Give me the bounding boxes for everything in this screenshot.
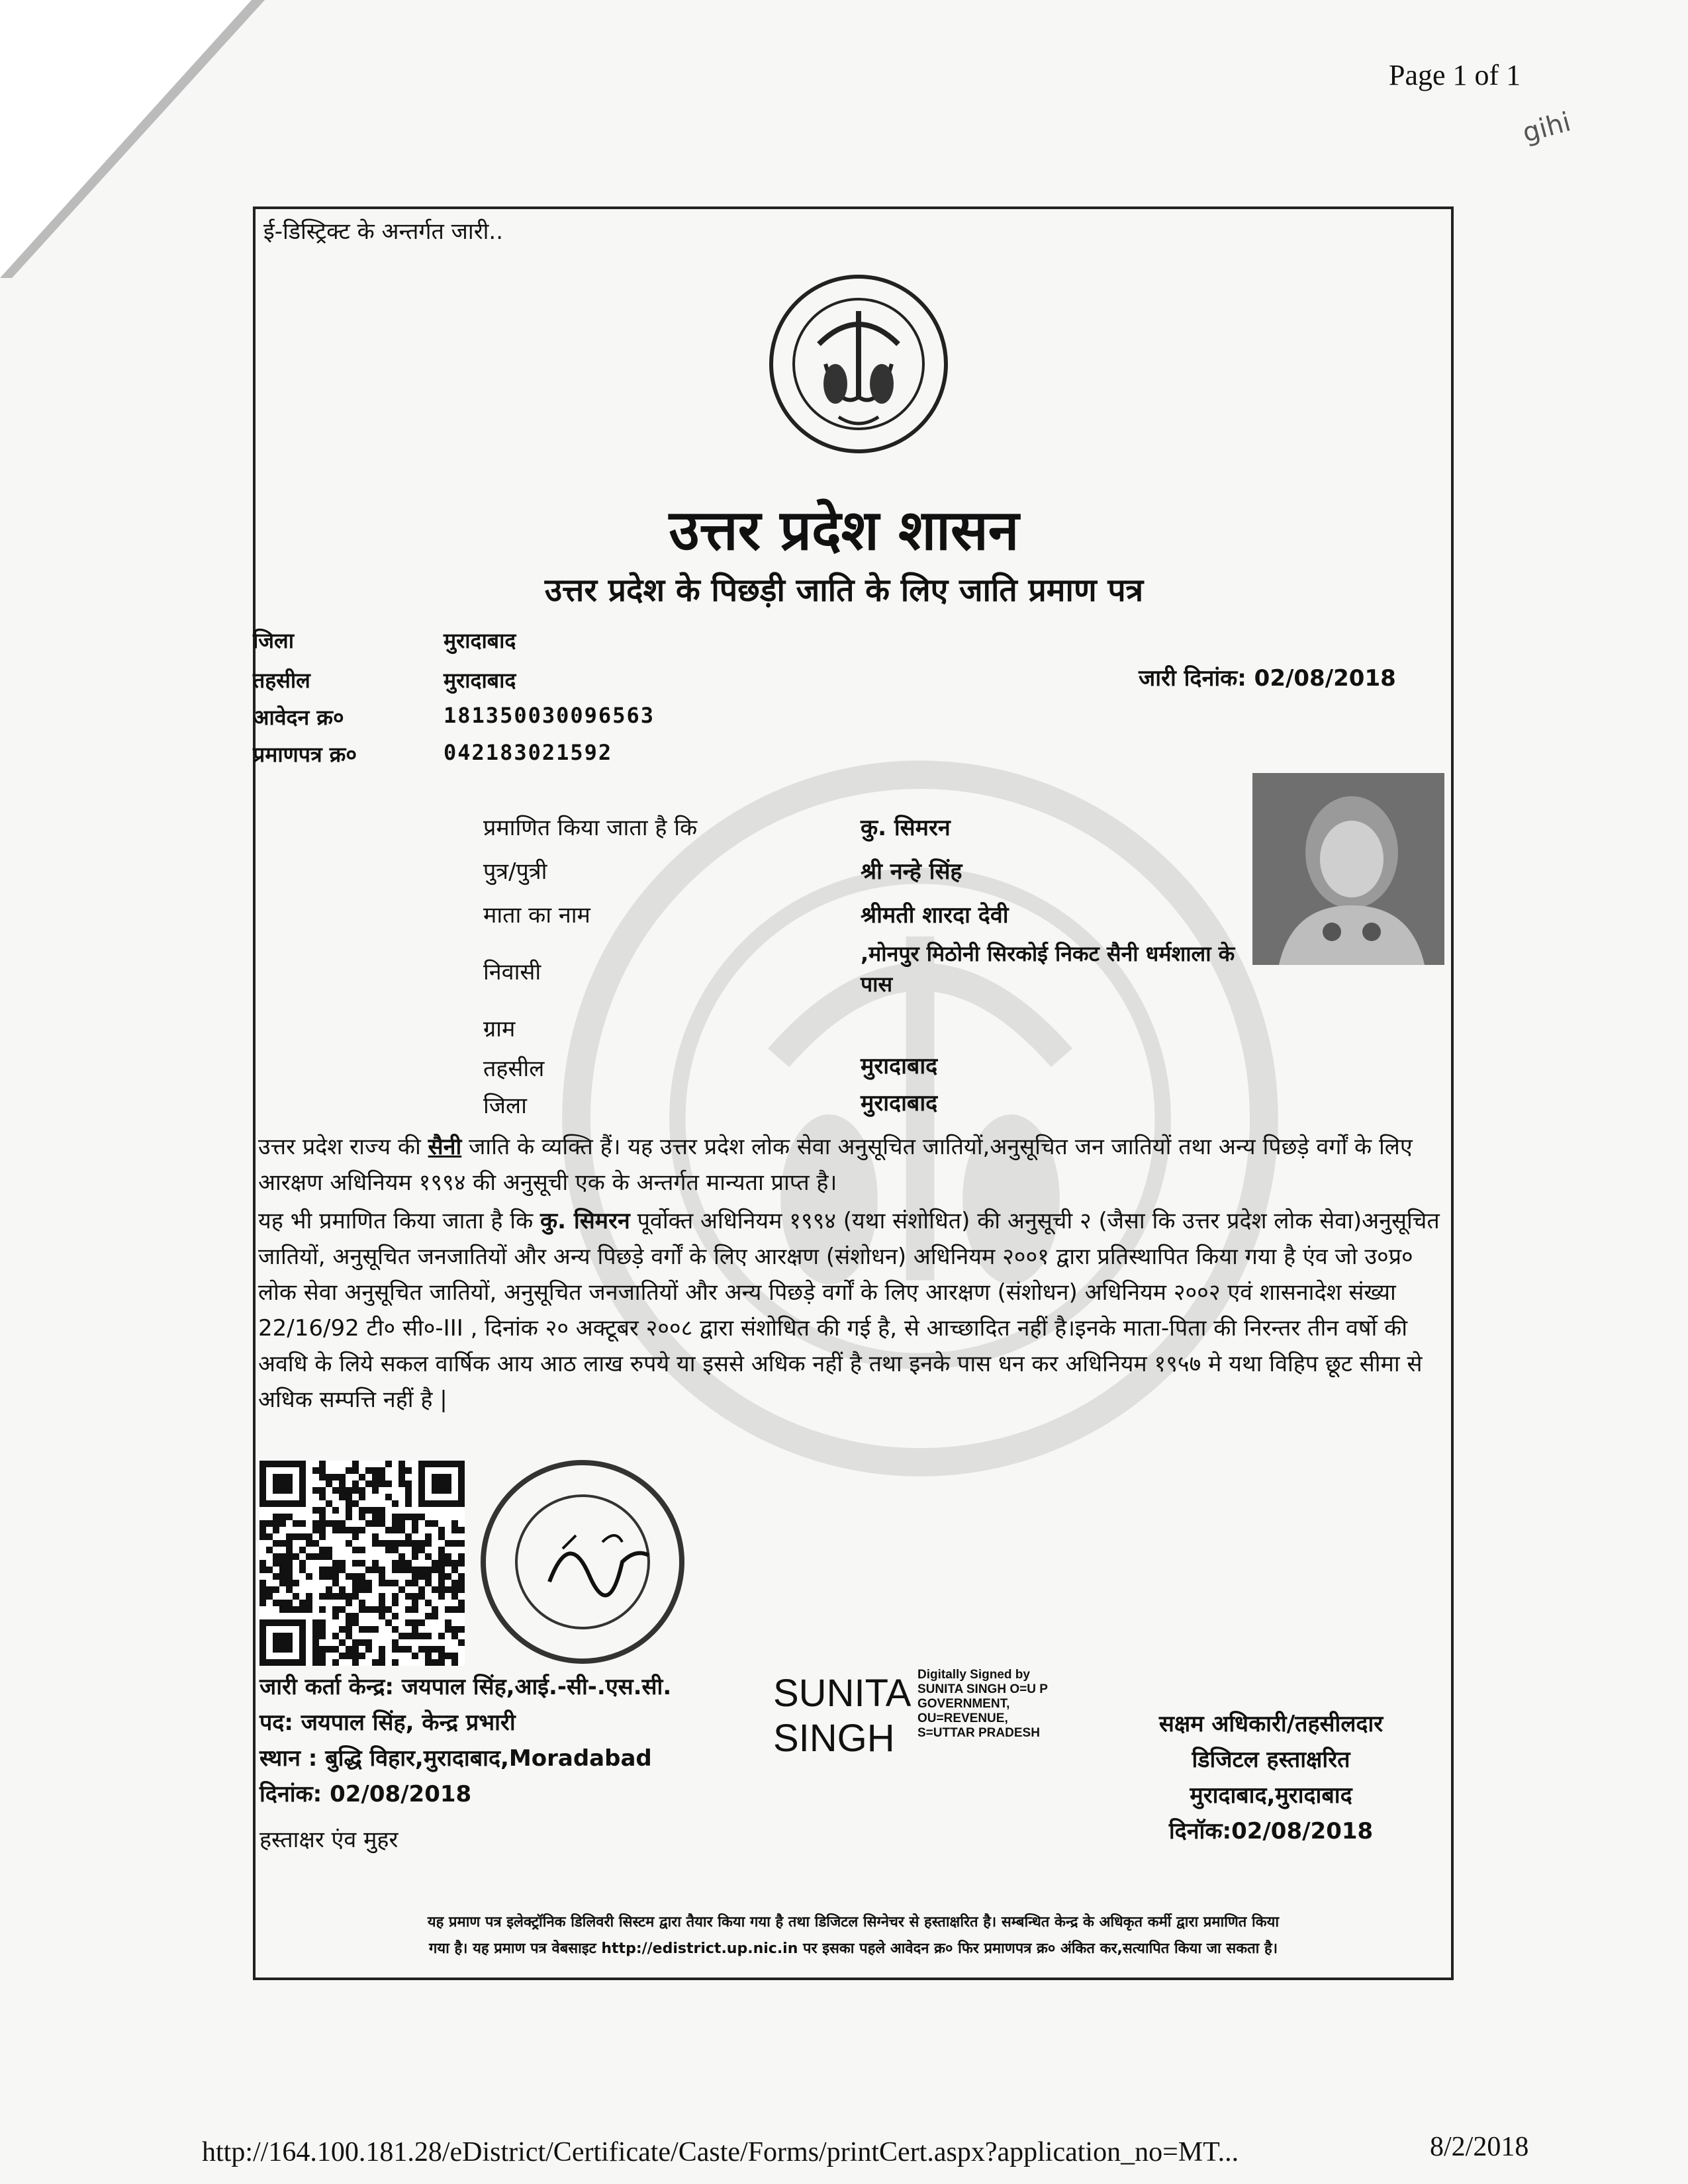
competent-officer: सक्षम अधिकारी/तहसीलदार [1158,1711,1383,1737]
issuer-place: स्थान : बुद्धि विहार,मुरादाबाद,Moradabad [259,1745,652,1772]
dsig-line: SUNITA SINGH O=U P [917,1682,1048,1696]
para1-after: जाति के व्यक्ति हैं। यह उत्तर प्रदेश लोक सेवा अनुसूचित जातियों,अनुसूचित जन जातियों तथा अन्य पिछड़े वर्गों के लिए आरक्षण अधिनियम १९९४ की अनुसूची एक के अन्तर्गत मान्यता प्राप्त है। [258,1134,1413,1196]
para1-before: उत्तर प्रदेश राज्य की [258,1134,428,1160]
mother-name-value: श्रीमती शारदा देवी [861,902,1009,929]
dsig-line: S=UTTAR PRADESH [917,1726,1040,1740]
caste-name: सैनी [428,1134,462,1160]
footer-line: यह प्रमाण पत्र इलेक्ट्रॉनिक डिलिवरी सिस्टम द्वारा तैयार किया गया है तथा डिजिटल सिग्नेचर से हस्ताक्षरित है। सम्बन्धित केन्द्र के अधिकृत कर्मी द्वारा प्रमाणित किया [427,1914,1280,1931]
person-tehsil-value: मुरादाबाद [861,1053,938,1079]
person-tehsil-label: तहसील [483,1056,545,1082]
applicant-photo [1252,773,1444,965]
digitally-signed-label: डिजिटल हस्ताक्षरित [1192,1747,1350,1773]
verification-footer [259,1909,1447,1962]
income-statement-paragraph [258,1203,1443,1418]
office-stamp [450,1449,715,1674]
digital-signature-details [917,1668,1096,1741]
issuer-designation: पद: जयपाल सिंह, केन्द्र प्रभारी [259,1709,516,1736]
certificate-number-label: प्रमाणपत्र क्र० [253,742,357,767]
signature-and-seal-label: हस्ताक्षर एंव मुहर [259,1827,399,1853]
issuing-centre: जारी कर्ता केन्द्र: जयपाल सिंह,आई.-सी-.एस.सी. [259,1674,672,1700]
certificate-number-value: 042183021592 [444,740,613,765]
dsig-line: Digitally Signed by [917,1668,1030,1682]
applicant-name-value: कु. सिमरन [861,815,951,841]
issue-date: जारी दिनांक: 02/08/2018 [1139,665,1396,692]
person-district-value: मुरादाबाद [861,1090,938,1116]
footer-line: गया है। यह प्रमाण पत्र वेबसाइट http://edistrict.up.nic.in पर इसका पहले आवेदन क्र० फिर प्रमाणपत्र क्र० अंकित कर,सत्यापित किया जा सकता है। [428,1940,1278,1957]
print-date: 8/2/2018 [1430,2132,1529,2162]
resident-label: निवासी [483,959,541,985]
folded-corner [0,0,278,278]
page-number: Page 1 of 1 [1389,59,1521,91]
resident-address-value: ,मोनपुर मिठोनी सिरकोई निकट सैनी धर्मशाला के पास [861,941,1235,997]
qr-code [259,1461,465,1666]
tehsil-value: मुरादाबाद [444,668,516,693]
dsig-line: OU=REVENUE, [917,1711,1008,1725]
issued-under-note: ई-डिस्ट्रिक्ट के अन्तर्गत जारी.. [263,218,504,245]
person-district-label: जिला [483,1093,527,1119]
officer-location: मुरादाबाद,मुरादाबाद [1190,1782,1352,1809]
certificate-subtitle: उत्तर प्रदेश के पिछड़ी जाति के लिए जाति प्रमाण पत्र [544,572,1144,609]
father-name-value: श्री नन्हे सिंह [861,858,962,885]
handwritten-scribble: gihi [1519,107,1574,149]
para2-before: यह भी प्रमाणित किया जाता है कि [258,1208,541,1234]
application-number-label: आवेदन क्र० [253,705,344,730]
caste-statement-paragraph [258,1129,1443,1201]
up-state-emblem [739,265,978,463]
certificate-title: उत्तर प्रदेश शासन [669,498,1019,563]
district-value: मुरादाबाद [444,628,516,653]
son-daughter-of-label: पुत्र/पुत्री [483,858,547,885]
district-label: जिला [253,628,295,653]
print-url: http://164.100.181.28/eDistrict/Certificate/Caste/Forms/printCert.aspx?application_no=MT... [202,2137,1239,2167]
application-number-value: 181350030096563 [444,703,655,728]
village-label: ग्राम [483,1016,516,1042]
para2-applicant-name: कु. सिमरन [540,1208,630,1234]
digital-signer-name [773,1671,911,1761]
certified-that-label: प्रमाणित किया जाता है कि [483,815,698,841]
tehsil-label: तहसील [253,668,310,693]
dsig-line: GOVERNMENT, [917,1697,1010,1711]
mother-name-label: माता का नाम [483,902,590,929]
para2-after: पूर्वोक्त अधिनियम १९९४ (यथा संशोधित) की अनुसूची २ (जैसा कि उत्तर प्रदेश लोक सेवा)अनुसूचित जातियों, अनुसूचित जनजातियों और अन्य पिछड़े वर्गों के लिए आरक्षण (संशोधन) अधिनियम २००१ द्वारा प्रतिस्थापित किया गया है एंव जो उ०प्र० लोक सेवा अनुसूचित जातियों, अनुसूचित जनजातियों और अन्य पिछड़े वर्गों के लिए आरक्षण (संशोधन) अधिनियम २००२ एवं शासनादेश संख्या 22/16/92 टी० सी०-III , दिनांक २० अक्टूबर २००८ द्वारा संशोधित की गई है, से आच्छादित नहीं है।इनके माता-पिता की निरन्तर तीन वर्षो की अवधि के लिये सकल वार्षिक आय आठ लाख रुपये या इससे अधिक नहीं है तथा इनके पास धन कर अधिनियम १९५७ मे यथा विहिप छूट सीमा से अधिक सम्पत्ति नहीं है | [258,1208,1440,1413]
signer-last-name: SINGH [773,1717,895,1760]
issuer-date: दिनांक: 02/08/2018 [259,1781,472,1807]
officer-date: दिनॉक:02/08/2018 [1168,1818,1374,1844]
signer-first-name: SUNITA [773,1672,912,1715]
